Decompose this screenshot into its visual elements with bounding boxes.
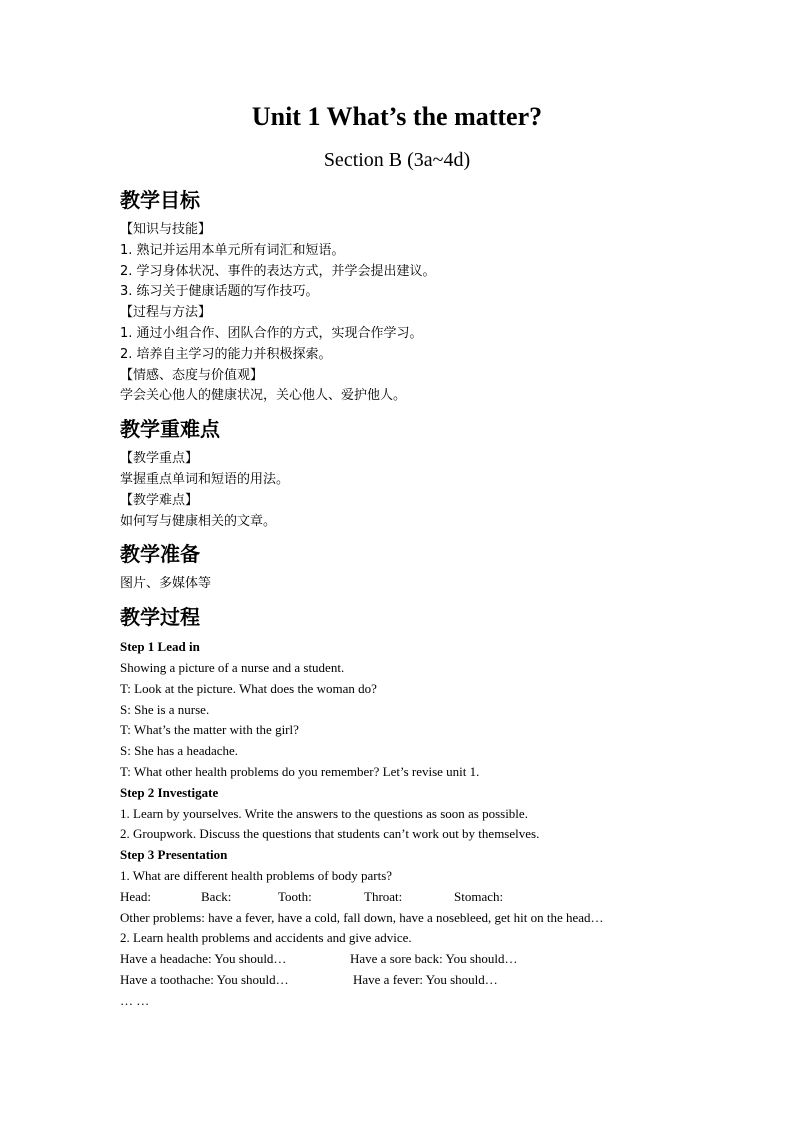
document-title: Unit 1 What’s the matter?	[251, 102, 543, 131]
body-part: Tooth:	[278, 888, 312, 904]
section-heading-key-points: 教学重难点	[120, 417, 220, 442]
advice-item: Have a toothache: You should…	[120, 971, 289, 987]
body-parts-row	[120, 887, 760, 908]
knowledge-item: 3. 练习关于健康话题的写作技巧。	[120, 284, 319, 300]
advice-item: Have a sore back: You should…	[350, 951, 518, 967]
process-method-label: 【过程与方法】	[120, 305, 212, 321]
body-part: Head:	[120, 888, 152, 904]
step-line: 2. Groupwork. Discuss the questions that students can’t work out by themselves.	[120, 826, 540, 842]
step-line: S: She has a headache.	[120, 743, 239, 759]
advice-row	[120, 949, 760, 970]
process-method-item: 2. 培养自主学习的能力并积极探索。	[120, 346, 332, 362]
section-heading-objectives: 教学目标	[120, 188, 200, 212]
document-body	[120, 186, 760, 1012]
step-heading: Step 3 Presentation	[120, 847, 228, 863]
ellipsis: … …	[120, 992, 150, 1008]
section-heading-process: 教学过程	[120, 605, 200, 630]
process-method-item: 1. 通过小组合作、团队合作的方式，实现合作学习。	[120, 325, 423, 341]
document-subtitle: Section B (3a~4d)	[323, 149, 471, 171]
step-line: S: She is a nurse.	[120, 701, 210, 717]
advice-intro: 2. Learn health problems and accidents and give advice.	[120, 930, 412, 946]
knowledge-label: 【知识与技能】	[120, 222, 212, 237]
body-part: Throat:	[364, 888, 403, 904]
knowledge-item: 2. 学习身体状况、事件的表达方式，并学会提出建议。	[120, 263, 436, 279]
advice-item: Have a fever: You should…	[353, 971, 498, 987]
advice-item: Have a headache: You should…	[120, 951, 287, 967]
body-part: Stomach:	[454, 888, 504, 904]
focus-text: 掌握重点单词和短语的用法。	[120, 471, 290, 487]
step-heading: Step 2 Investigate	[120, 784, 219, 800]
emotion-label: 【情感、态度与价值观】	[120, 367, 264, 383]
other-problems: Other problems: have a fever, have a cold, fall down, have a nosebleed, get hit on the head…	[120, 909, 604, 925]
difficulty-label: 【教学难点】	[120, 492, 199, 508]
step-line: T: What other health problems do you remember? Let’s revise unit 1.	[120, 763, 480, 779]
advice-row	[120, 970, 760, 991]
step-line: T: What’s the matter with the girl?	[120, 722, 299, 738]
step-line: 1. Learn by yourselves. Write the answers to the questions as soon as possible.	[120, 805, 528, 821]
difficulty-text: 如何写与健康相关的文章。	[120, 513, 277, 529]
step-line: T: Look at the picture. What does the woman do?	[120, 680, 377, 696]
emotion-text: 学会关心他人的健康状况，关心他人、爱护他人。	[120, 388, 407, 404]
step-line: Showing a picture of a nurse and a student.	[120, 659, 345, 675]
step-heading: Step 1 Lead in	[120, 639, 200, 655]
knowledge-item: 1. 熟记并运用本单元所有词汇和短语。	[120, 242, 345, 258]
focus-label: 【教学重点】	[120, 451, 199, 467]
body-part: Back:	[201, 888, 232, 904]
preparation-text: 图片、多媒体等	[120, 576, 212, 592]
step-question: 1. What are different health problems of body parts?	[120, 867, 393, 883]
section-heading-preparation: 教学准备	[120, 542, 200, 567]
